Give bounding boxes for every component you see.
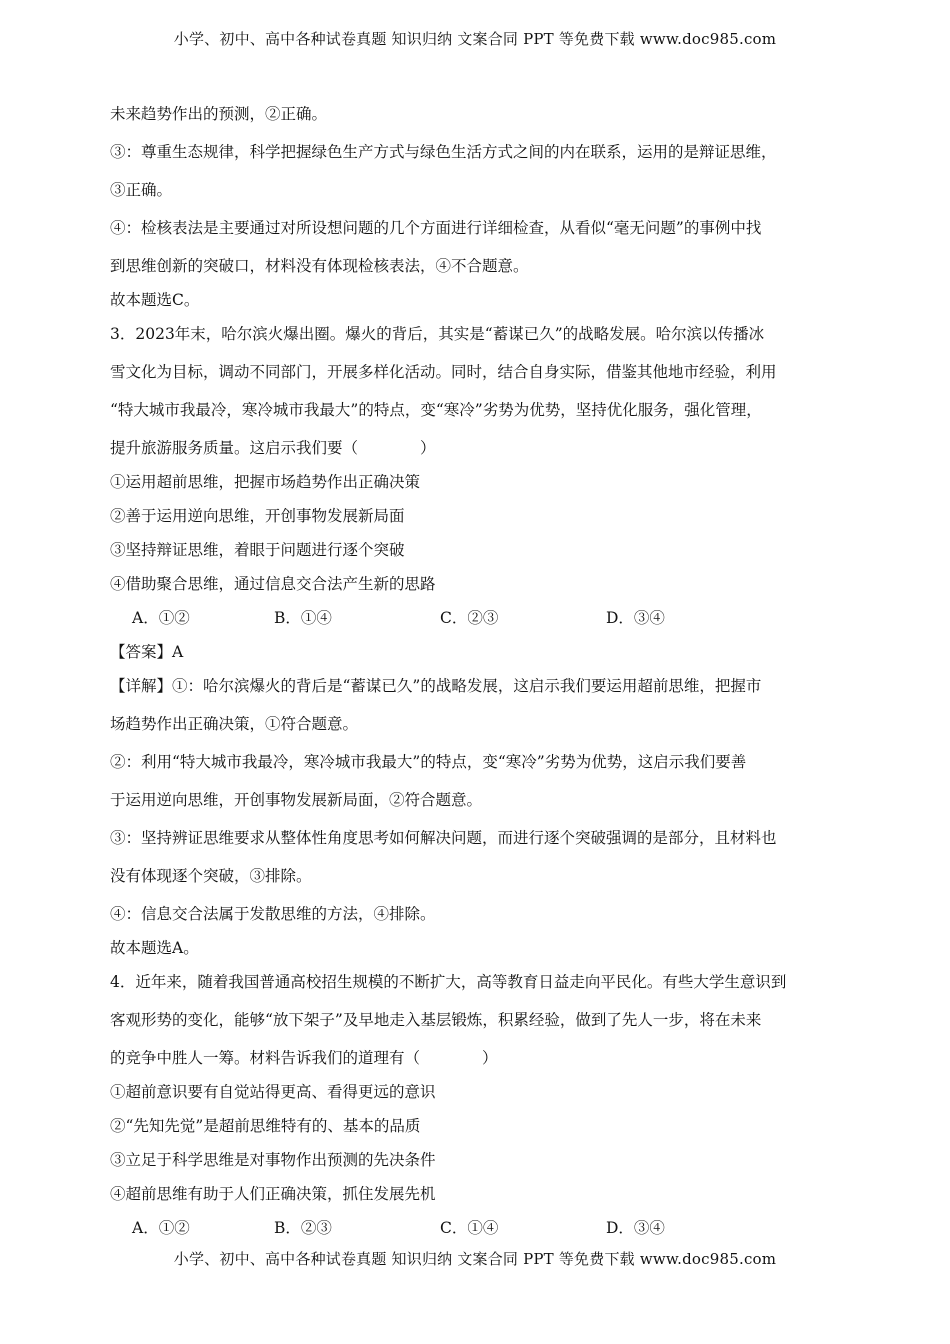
text-line: ③正确。 — [110, 181, 173, 199]
text-line: ④：信息交合法属于发散思维的方法，④排除。 — [110, 905, 436, 923]
text-line: 故本题选A。 — [110, 939, 199, 957]
document-body — [110, 104, 840, 1238]
text-line: 雪文化为目标，调动不同部门，开展多样化活动。同时，结合自身实际，借鉴其他地市经验，利用 — [110, 363, 777, 381]
text-line: 场趋势作出正确决策，①符合题意。 — [110, 715, 359, 733]
text-line: “特大城市我最冷，寒冷城市我最大”的特点，变“寒冷”劣势为优势，坚持优化服务，强化管理， — [110, 401, 762, 419]
answer-choice: C．①④ — [440, 1219, 499, 1237]
text-line: 没有体现逐个突破，③排除。 — [110, 867, 312, 885]
text-line: ②“先知先觉”是超前思维特有的、基本的品质 — [110, 1117, 421, 1135]
answer-choices — [110, 608, 840, 628]
answer-choice: C．②③ — [440, 609, 499, 627]
text-line: ③：坚持辨证思维要求从整体性角度思考如何解决问题，而进行逐个突破强调的是部分，且材料也 — [110, 829, 777, 847]
text-line: ③立足于科学思维是对事物作出预测的先决条件 — [110, 1151, 436, 1169]
text-line: 客观形势的变化，能够“放下架子”及早地走入基层锻炼，积累经验，做到了先人一步，将在未来 — [110, 1011, 762, 1029]
text-line: 到思维创新的突破口，材料没有体现检核表法，④不合题意。 — [110, 257, 529, 275]
text-line: ③坚持辩证思维，着眼于问题进行逐个突破 — [110, 541, 405, 559]
answer-choice: B．②③ — [274, 1219, 332, 1237]
text-line: 【详解】①：哈尔滨爆火的背后是“蓄谋已久”的战略发展，这启示我们要运用超前思维，把握市 — [110, 677, 762, 695]
text-line: ①运用超前思维，把握市场趋势作出正确决策 — [110, 473, 421, 491]
text-line: ④：检核表法是主要通过对所设想问题的几个方面进行详细检查，从看似“毫无问题”的事例中找 — [110, 219, 762, 237]
text-line: 未来趋势作出的预测，②正确。 — [110, 105, 328, 123]
text-line: ②善于运用逆向思维，开创事物发展新局面 — [110, 507, 405, 525]
text-line: 故本题选C。 — [110, 291, 200, 309]
text-line: 【答案】A — [110, 643, 184, 661]
text-line: ②：利用“特大城市我最冷，寒冷城市我最大”的特点，变“寒冷”劣势为优势，这启示我们要善 — [110, 753, 747, 771]
answer-choices — [110, 1218, 840, 1238]
page-footer: 小学、初中、高中各种试卷真题 知识归纳 文案合同 PPT 等免费下载 www.doc985.com — [173, 1250, 777, 1268]
answer-choice: A．①② — [132, 609, 190, 627]
text-line: 提升旅游服务质量。这启示我们要（ ） — [110, 439, 436, 457]
answer-choice: D．③④ — [606, 1219, 665, 1237]
text-line: 于运用逆向思维，开创事物发展新局面，②符合题意。 — [110, 791, 483, 809]
page-header: 小学、初中、高中各种试卷真题 知识归纳 文案合同 PPT 等免费下载 www.doc985.com — [173, 30, 777, 48]
answer-choice: B．①④ — [274, 609, 332, 627]
answer-choice: D．③④ — [606, 609, 665, 627]
text-line: ③：尊重生态规律，科学把握绿色生产方式与绿色生活方式之间的内在联系，运用的是辩证思维， — [110, 143, 777, 161]
text-line: ④超前思维有助于人们正确决策，抓住发展先机 — [110, 1185, 436, 1203]
answer-choice: A．①② — [132, 1219, 190, 1237]
text-line: 的竞争中胜人一筹。材料告诉我们的道理有（ ） — [110, 1049, 498, 1067]
text-line: 3．2023年末，哈尔滨火爆出圈。爆火的背后，其实是“蓄谋已久”的战略发展。哈尔滨以传播冰 — [110, 325, 765, 343]
text-line: ①超前意识要有自觉站得更高、看得更远的意识 — [110, 1083, 436, 1101]
text-line: 4．近年来，随着我国普通高校招生规模的不断扩大，高等教育日益走向平民化。有些大学生意识到 — [110, 973, 787, 991]
text-line: ④借助聚合思维，通过信息交合法产生新的思路 — [110, 575, 436, 593]
